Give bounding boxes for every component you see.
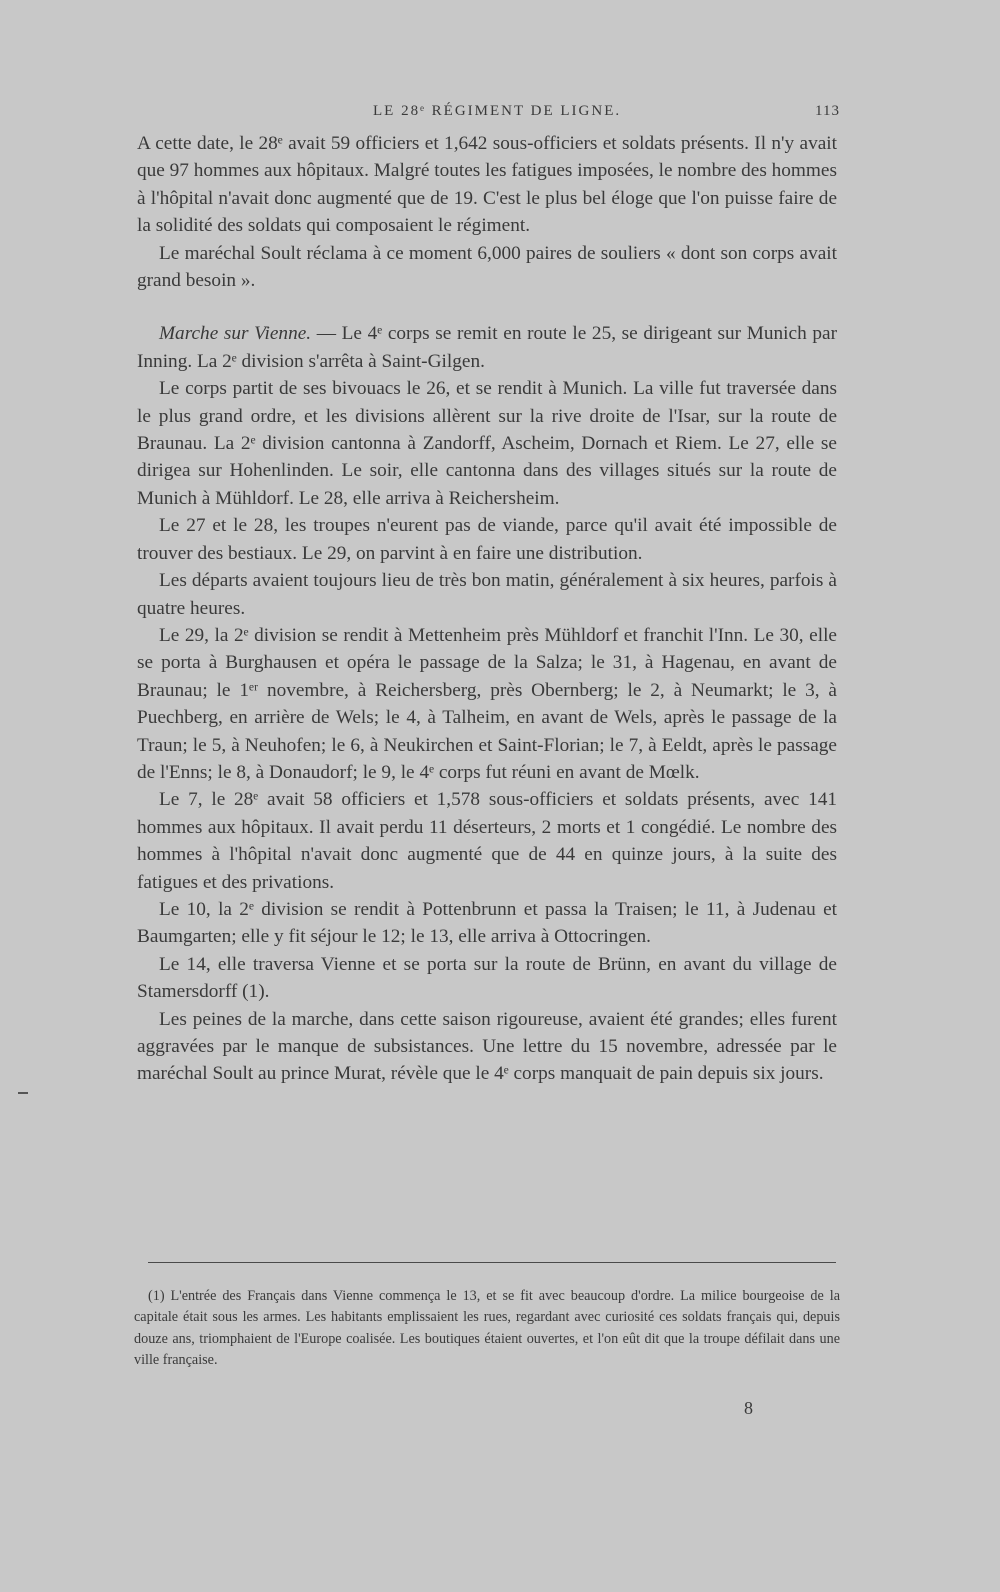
- section-paragraph: [137, 320, 837, 375]
- footnote-rule: [148, 1262, 836, 1263]
- footnote: (1) L'entrée des Français dans Vienne commença le 13, et se fit avec beaucoup d'ordre. La milice bourgeoise de la capitale était sous les armes. Les habitants emplissaient les rues, regardant avec curiosité ces soldats français qui, depuis douze ans, triomphaient de l'Europe coalisée. Les boutiques étaient ouvertes, et l'on eût dit que la troupe défilait dans une ville française.: [134, 1288, 840, 1368]
- margin-mark: [18, 1092, 28, 1094]
- paragraph: Le maréchal Soult réclama à ce moment 6,000 paires de souliers « dont son corps avait grand besoin ».: [137, 242, 837, 292]
- paragraph: Le 7, le 28ᵉ avait 58 officiers et 1,578 sous-officiers et soldats présents, avec 141 hommes aux hôpitaux. Il avait perdu 11 déserteurs, 2 morts et 1 congédié. Le nombre des hommes à l'hôpital n'avait donc augmenté que de 44 en quinze jours, à la suite des fatigues et des privations.: [137, 789, 837, 893]
- paragraph: Les peines de la marche, dans cette saison rigoureuse, avaient été grandes; elles furent aggravées par le manque de subsistances. Une lettre du 15 novembre, adressée par le maréchal Soult au prince Murat, révèle que le 4ᵉ corps manquait de pain depuis six jours.: [137, 1008, 837, 1085]
- section-text: — Le 4ᵉ corps se remit en route le 25, se dirigeant sur Munich par Inning. La 2ᵉ division s'arrêta à Saint-Gilgen.: [137, 323, 837, 372]
- body-text: [137, 130, 837, 1088]
- paragraph: Les départs avaient toujours lieu de très bon matin, généralement à six heures, parfois à quatre heures.: [137, 570, 837, 619]
- paragraph: Le 27 et le 28, les troupes n'eurent pas de viande, parce qu'il avait été impossible de trouver des bestiaux. Le 29, on parvint à en faire une distribution.: [137, 515, 837, 564]
- paragraph: Le corps partit de ses bivouacs le 26, et se rendit à Munich. La ville fut traversée dans le plus grand ordre, et les divisions allèrent sur la rive droite de l'Isar, sur la route de Braunau. La 2ᵉ division cantonna à Zandorff, Ascheim, Dornach et Riem. Le 27, elle se dirigea sur Hohenlinden. Le soir, elle cantonna dans des villages situés sur la route de Munich à Mühldorf. Le 28, elle arriva à Reichersheim.: [137, 378, 837, 509]
- page-number: 113: [815, 103, 840, 119]
- paragraph: Le 10, la 2ᵉ division se rendit à Pottenbrunn et passa la Traisen; le 11, à Judenau et Baumgarten; elle y fit séjour le 12; le 13, elle arriva à Ottocringen.: [137, 898, 837, 948]
- paragraph: Le 14, elle traversa Vienne et se porta sur la route de Brünn, en avant du village de Stamersdorff (1).: [137, 953, 837, 1003]
- signature-mark: 8: [744, 1398, 753, 1418]
- running-header: [135, 103, 840, 127]
- running-title: LE 28ᵉ RÉGIMENT DE LIGNE.: [373, 103, 622, 119]
- section-heading: Marche sur Vienne.: [159, 323, 312, 345]
- paragraph: Le 29, la 2ᵉ division se rendit à Mettenheim près Mühldorf et franchit l'Inn. Le 30, elle se porta à Burghausen et opéra le passage de la Salza; le 31, à Hagenau, en avant de Braunau; le 1ᵉʳ novembre, à Reichersberg, près Obernberg; le 2, à Neumarkt; le 3, à Puechberg, en arrière de Wels; le 4, à Talheim, en avant de Wels, après le passage de la Traun; le 5, à Neuhofen; le 6, à Neukirchen et Saint-Florian; le 7, à Eeldt, après le passage de l'Enns; le 8, à Donaudorf; le 9, le 4ᵉ corps fut réuni en avant de Mœlk.: [137, 624, 837, 783]
- paragraph: A cette date, le 28ᵉ avait 59 officiers et 1,642 sous-officiers et soldats présents. Il n'y avait que 97 hommes aux hôpitaux. Malgré toutes les fatigues imposées, le nombre des hommes à l'hôpital n'avait donc augmenté que de 19. C'est le plus bel éloge que l'on puisse faire de la solidité des soldats qui composaient le régiment.: [137, 133, 837, 237]
